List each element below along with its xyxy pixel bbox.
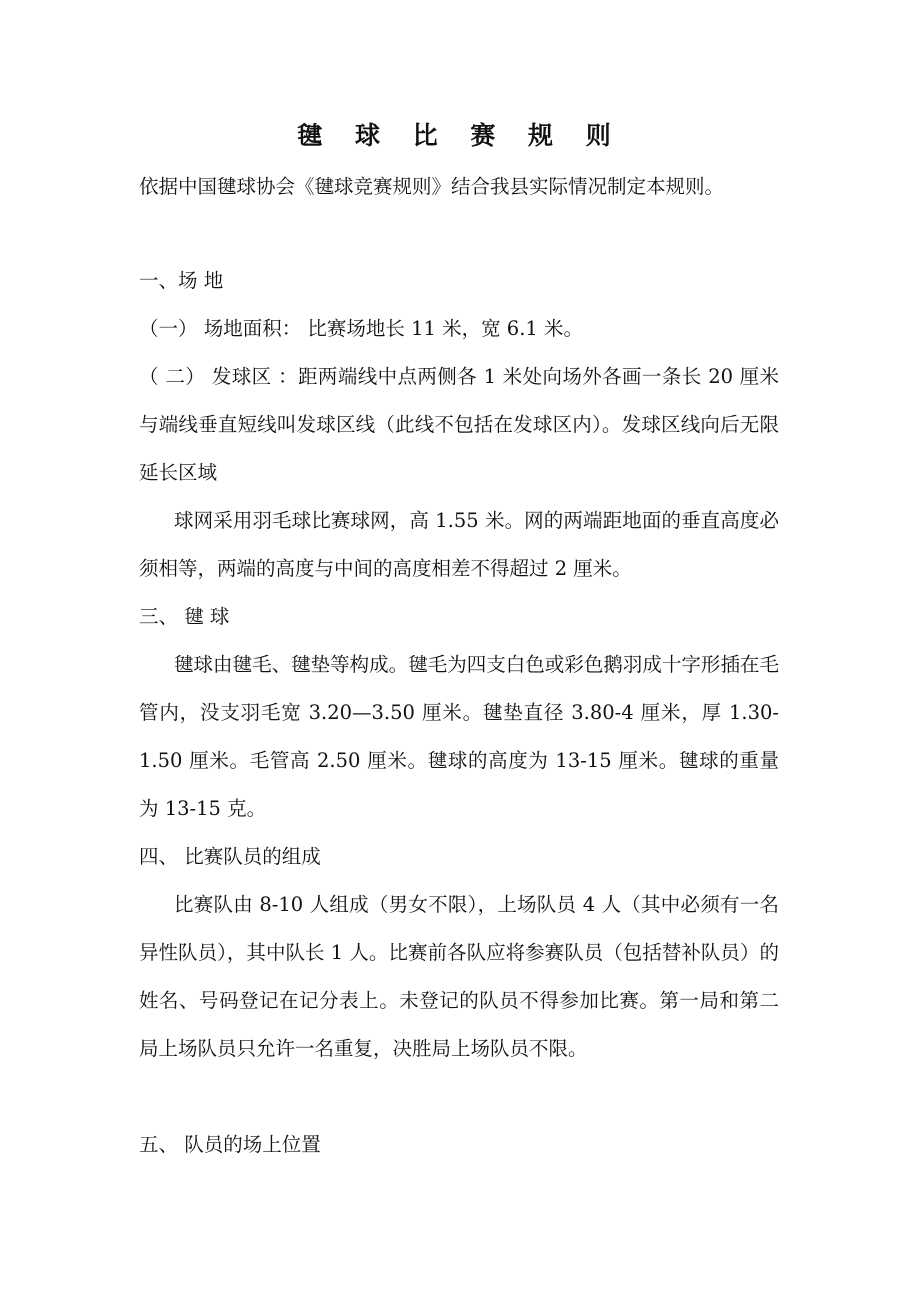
section-heading-team: 四、 比赛队员的组成 [139, 845, 321, 868]
net-paragraph: 球网采用羽毛球比赛球网，高 1.55 米。网的两端距地面的垂直高度必须相等，两端的高度与中间的高度相差不得超过 2 厘米。 [139, 509, 779, 580]
intro-paragraph: 依据中国毽球协会《毽球竞赛规则》结合我县实际情况制定本规则。 [139, 175, 725, 198]
section-heading-positions: 五、 队员的场上位置 [139, 1133, 321, 1156]
venue-area-item: （一） 场地面积： 比赛场地长 11 米，宽 6.1 米。 [139, 317, 584, 340]
document-title: 毽 球 比 赛 规 则 [297, 121, 623, 150]
section-heading-shuttlecock: 三、 毽 球 [139, 605, 230, 628]
serve-zone-paragraph: （ 二） 发球区 ：距两端线中点两侧各 1 米处向场外各画一条长 20 厘米与端线垂直短线叫发球区线（此线不包括在发球区内）。发球区线向后无限延长区域 [139, 365, 779, 484]
team-paragraph: 比赛队由 8-10 人组成（男女不限），上场队员 4 人（其中必须有一名异性队员），其中队长 1 人。比赛前各队应将参赛队员（包括替补队员）的姓名、号码登记在记分表上。未登记的队员不得参加比赛。第一局和第二局上场队员只允许一名重复，决胜局上场队员不限。 [139, 893, 779, 1060]
section-heading-venue: 一、场 地 [139, 269, 224, 292]
shuttlecock-paragraph: 毽球由毽毛、毽垫等构成。毽毛为四支白色或彩色鹅羽成十字形插在毛管内，没支羽毛宽 3.20—3.50 厘米。毽垫直径 3.80-4 厘米，厚 1.30-1.50 厘米。毛管高 2.50 厘米。毽球的高度为 13-15 厘米。毽球的重量为 13-15 克。 [139, 653, 779, 820]
